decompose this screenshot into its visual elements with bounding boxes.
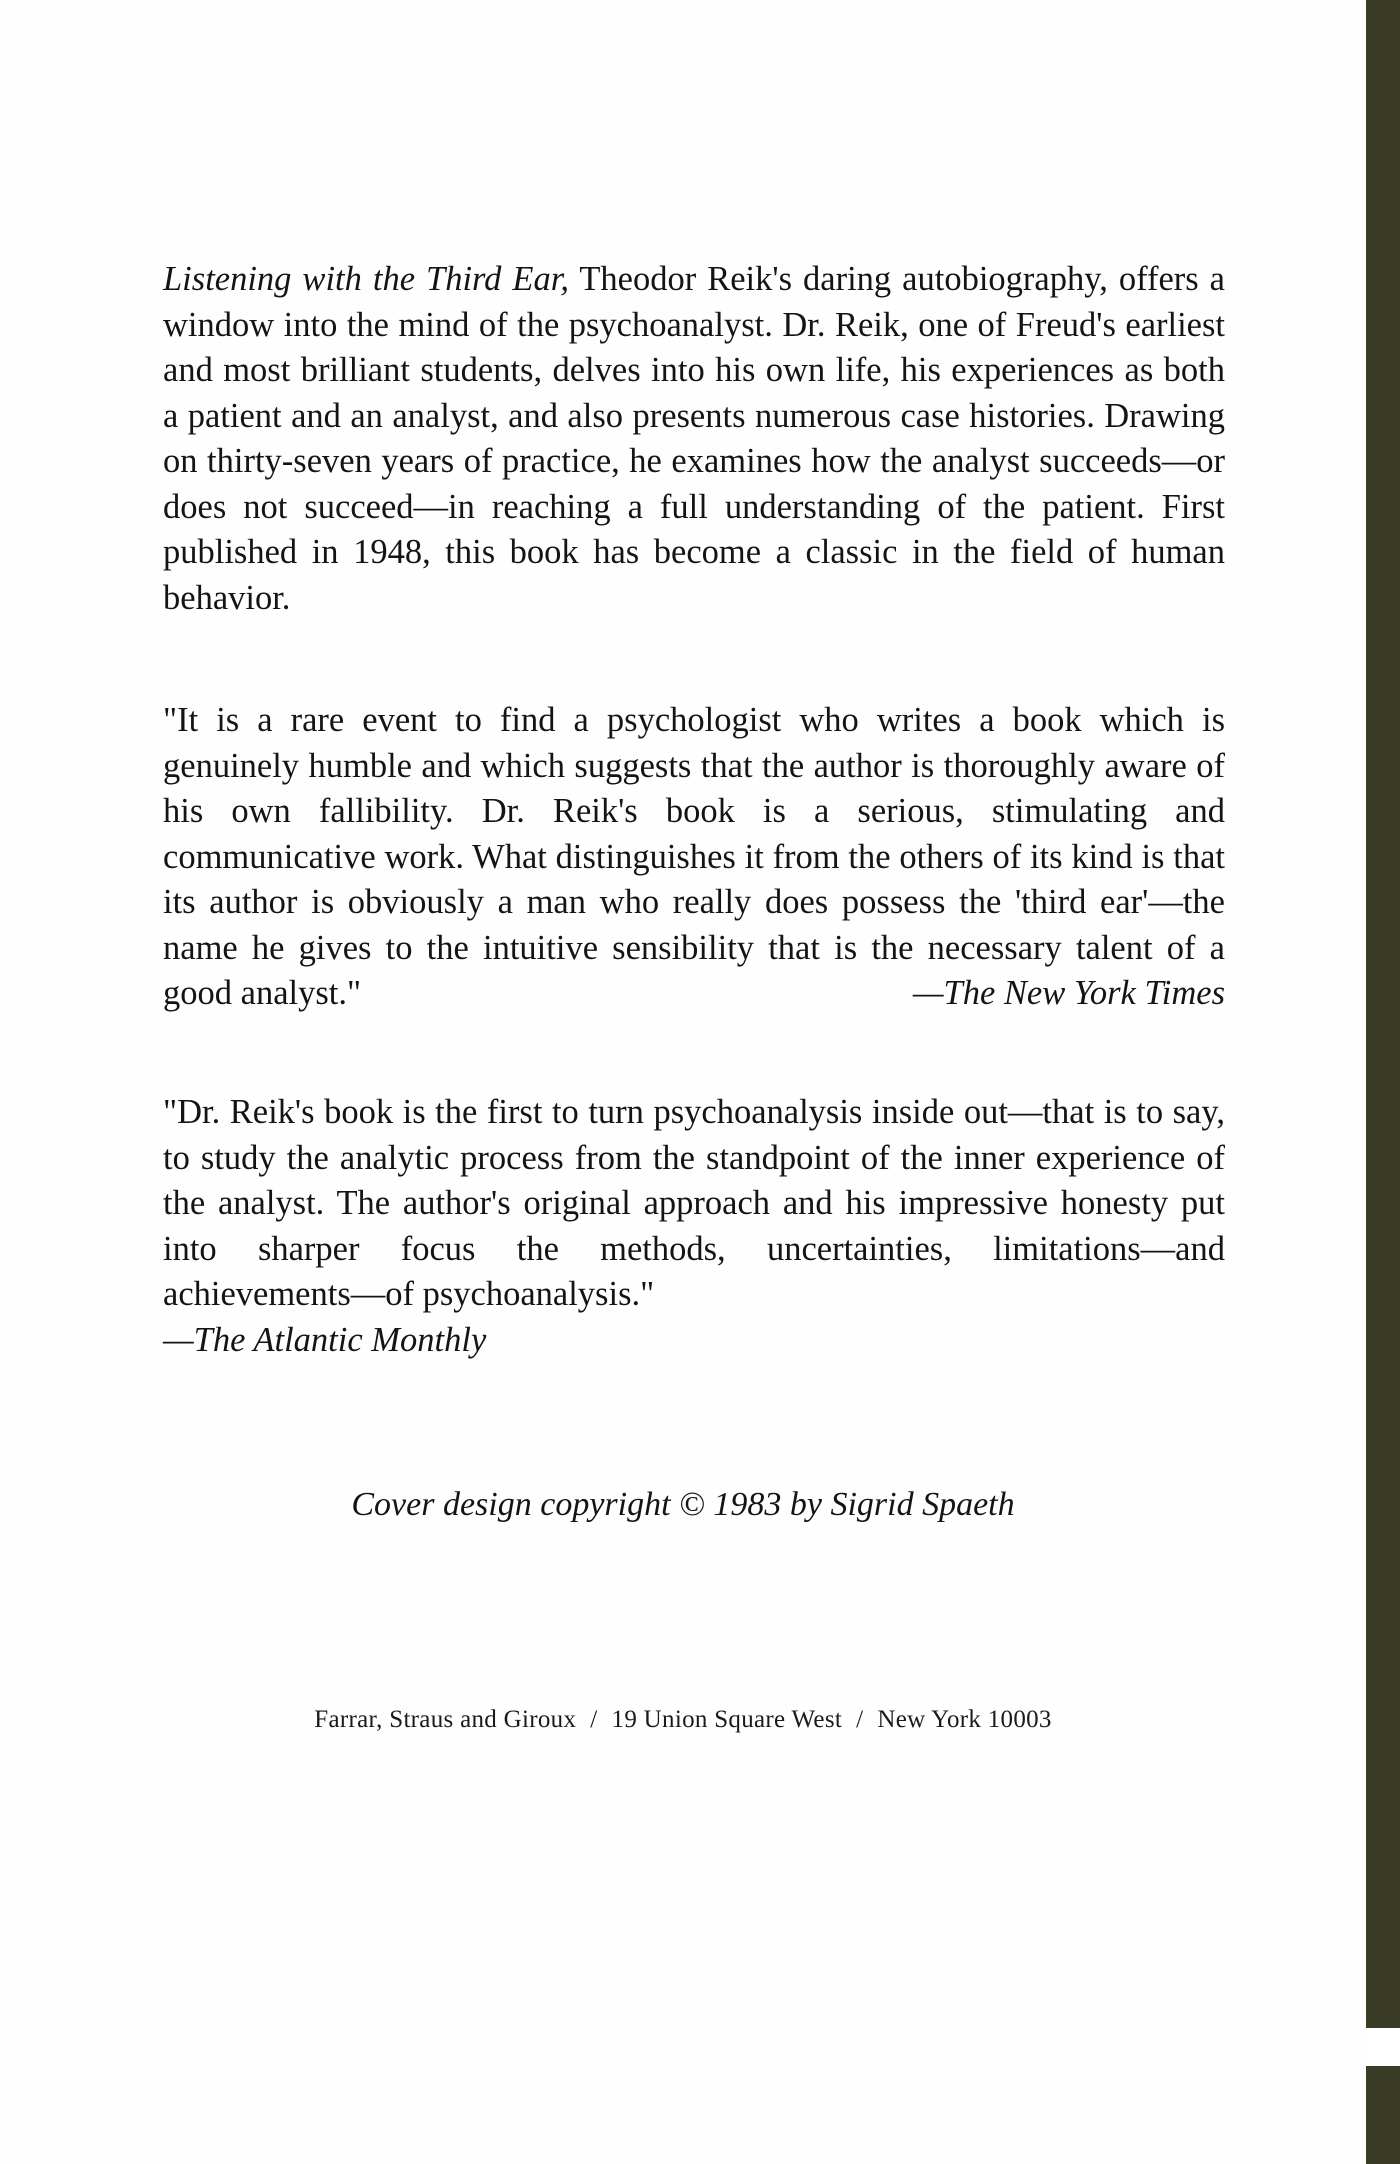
separator: / (856, 1706, 864, 1733)
separator: / (590, 1706, 598, 1733)
cover-design-credit: Cover design copyright © 1983 by Sigrid Spaeth (351, 1486, 1015, 1523)
publisher-address: 19 Union Square West (611, 1706, 843, 1733)
review-quote-atlantic (163, 1090, 1225, 1363)
spine-edge-lower (1366, 2066, 1400, 2164)
blurb-text: Theodor Reik's daring autobiography, offers a window into the mind of the psychoanalyst. Dr. Reik, one of Freud's earliest and most brilliant students, delves into his own life, his experiences as both a patient and an analyst, and also presents numerous case histories. Drawing on thirty-seven years of practice, he examines how the analyst succeeds—or does not succeed—in reaching a full understanding of the patient. First published in 1948, this book has become a classic in the field of human behavior. (163, 260, 1225, 617)
review-quote-nyt (163, 698, 1225, 1017)
quote-source: —The Atlantic Monthly (163, 1320, 487, 1359)
quote-text: "It is a rare event to find a psychologist who writes a book which is genuinely humble and which suggests that the author is thoroughly aware of his own fallibility. Dr. Reik's book is a serious, stimulating and communicative work. What distinguishes it from the others of its kind is that its author is obviously a man who really does possess the 'third ear'—the name he gives to the intuitive sensibility that is the necessary talent of a good analyst." (163, 701, 1225, 1012)
publisher-name: Farrar, Straus and Giroux (314, 1706, 577, 1733)
quote-text: "Dr. Reik's book is the first to turn psychoanalysis inside out—that is to say, to study the analytic process from the standpoint of the inner experience of the analyst. The author's original approach and his impressive honesty put into sharper focus the methods, uncertainties, limitations—and achievements—of psychoanalysis." (163, 1093, 1225, 1313)
publisher-line (0, 1706, 1366, 1734)
quote-source: —The New York Times (912, 974, 1225, 1012)
book-blurb (163, 257, 1225, 621)
spine-edge (1366, 0, 1400, 2028)
book-title: Listening with the Third Ear, (163, 260, 569, 298)
publisher-city: New York 10003 (877, 1706, 1052, 1733)
